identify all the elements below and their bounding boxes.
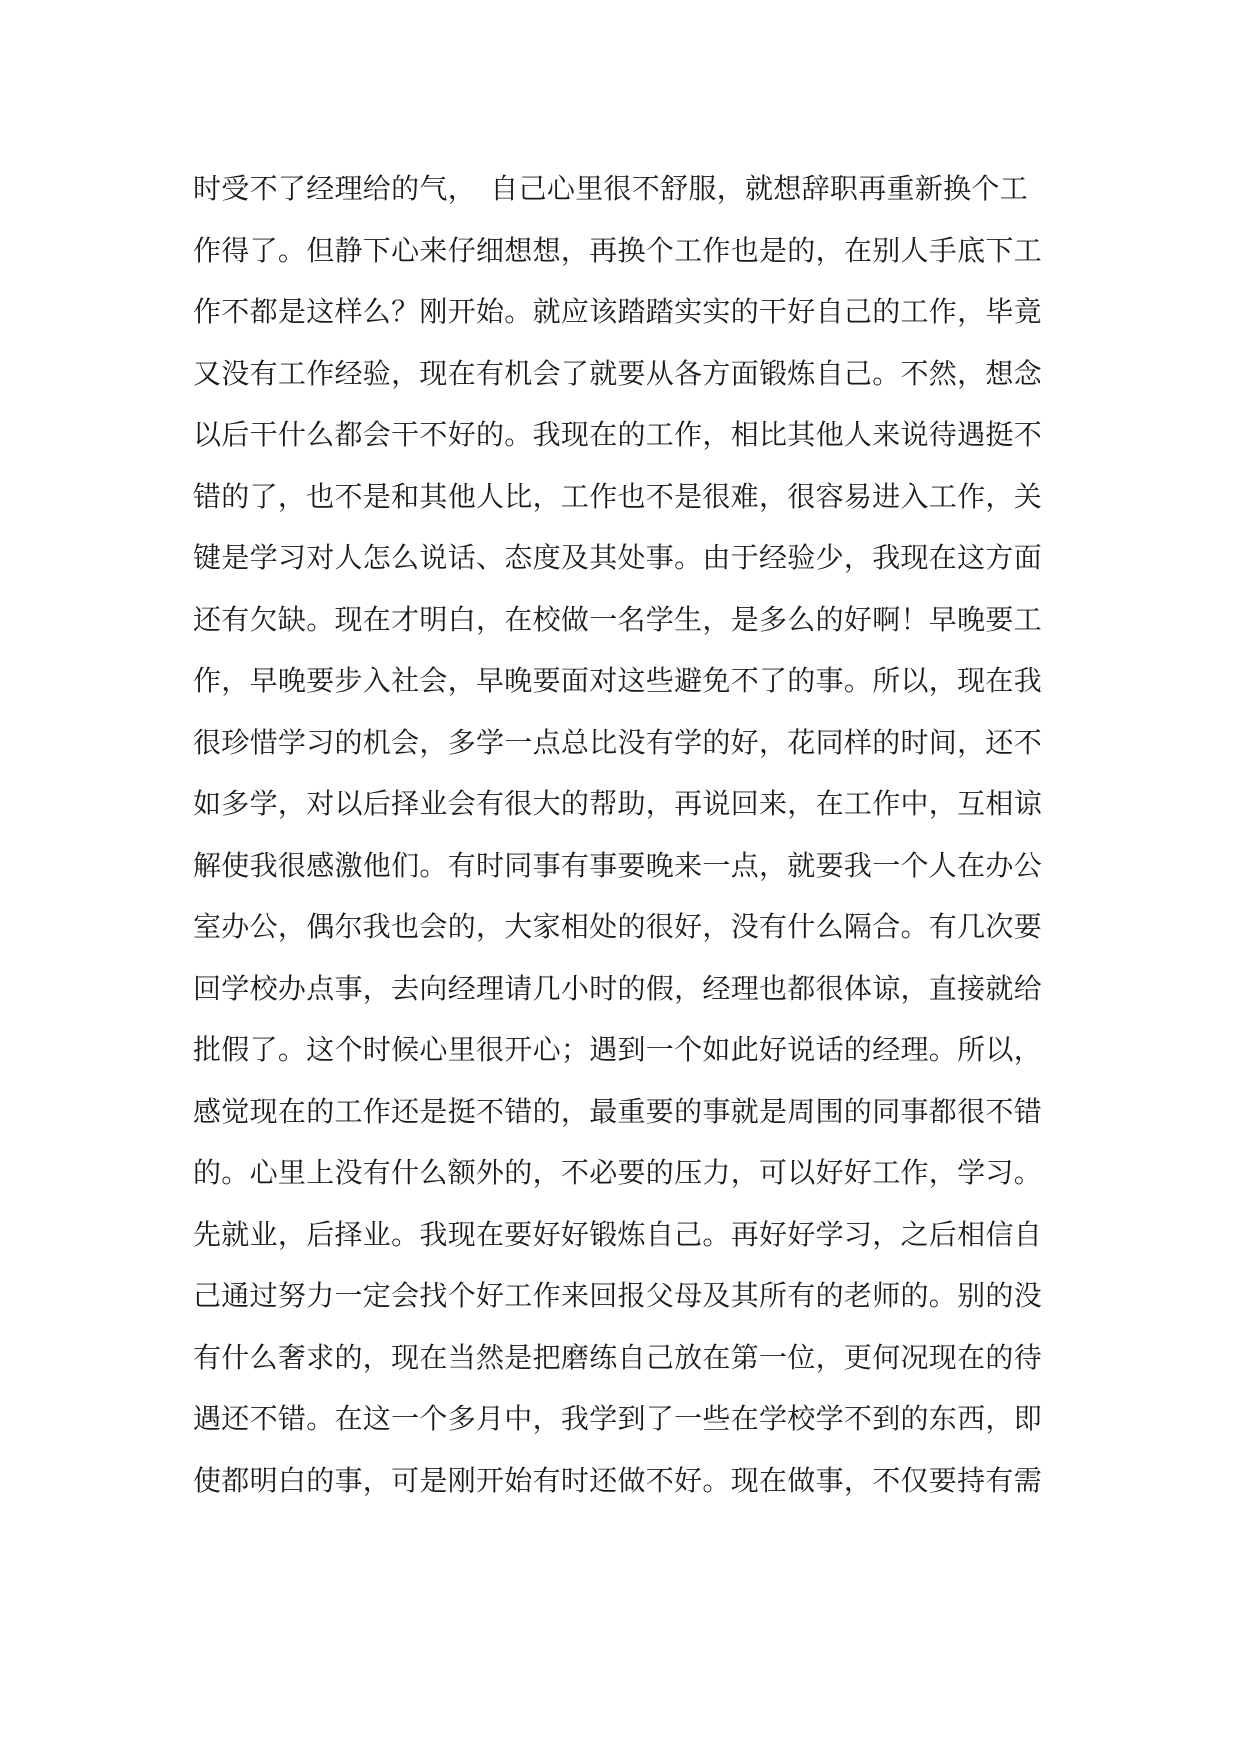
text-line: 作不都是这样么？刚开始。就应该踏踏实实的干好自己的工作，毕竟 xyxy=(193,295,1043,328)
text-line: 批假了。这个时候心里很开心；遇到一个如此好说话的经理。所以， xyxy=(193,1033,1043,1066)
text-line: 回学校办点事，去向经理请几小时的假，经理也都很体谅，直接就给 xyxy=(193,971,1043,1005)
text-line: 键是学习对人怎么说话、态度及其处事。由于经验少，我现在这方面 xyxy=(193,541,1043,574)
text-line: 使都明白的事，可是刚开始有时还做不好。现在做事，不仅要持有需 xyxy=(193,1463,1043,1497)
text-line: 作，早晚要步入社会，早晚要面对这些避免不了的事。所以，现在我 xyxy=(193,664,1043,697)
text-line: 己通过努力一定会找个好工作来回报父母及其所有的老师的。别的没 xyxy=(193,1279,1043,1312)
text-line: 错的了，也不是和其他人比，工作也不是很难，很容易进入工作，关 xyxy=(193,479,1043,513)
text-line: 又没有工作经验，现在有机会了就要从各方面锻炼自己。不然，想念 xyxy=(193,356,1043,390)
text-line: 还有欠缺。现在才明白，在校做一名学生，是多么的好啊！早晚要工 xyxy=(193,602,1043,636)
body-text xyxy=(193,158,1073,1511)
text-line: 室办公，偶尔我也会的，大家相处的很好，没有什么隔合。有几次要 xyxy=(193,910,1043,943)
text-line: 解使我很感激他们。有时同事有事要晚来一点，就要我一个人在办公 xyxy=(193,848,1043,882)
text-line: 有什么奢求的，现在当然是把磨练自己放在第一位，更何况现在的待 xyxy=(193,1340,1043,1374)
text-line: 如多学，对以后择业会有很大的帮助，再说回来，在工作中，互相谅 xyxy=(193,787,1043,820)
text-line: 先就业，后择业。我现在要好好锻炼自己。再好好学习，之后相信自 xyxy=(193,1217,1043,1251)
text-line: 时受不了经理给的气， 自己心里很不舒服，就想辞职再重新换个工 xyxy=(193,172,1029,205)
text-line: 的。心里上没有什么额外的，不必要的压力，可以好好工作，学习。 xyxy=(193,1156,1043,1189)
text-line: 遇还不错。在这一个多月中，我学到了一些在学校学不到的东西，即 xyxy=(193,1402,1043,1435)
text-line: 很珍惜学习的机会，多学一点总比没有学的好，花同样的时间，还不 xyxy=(193,725,1043,759)
text-line: 作得了。但静下心来仔细想想，再换个工作也是的，在别人手底下工 xyxy=(193,233,1043,267)
text-line: 以后干什么都会干不好的。我现在的工作，相比其他人来说待遇挺不 xyxy=(193,418,1043,451)
text-line: 感觉现在的工作还是挺不错的，最重要的事就是周围的同事都很不错 xyxy=(193,1094,1043,1128)
